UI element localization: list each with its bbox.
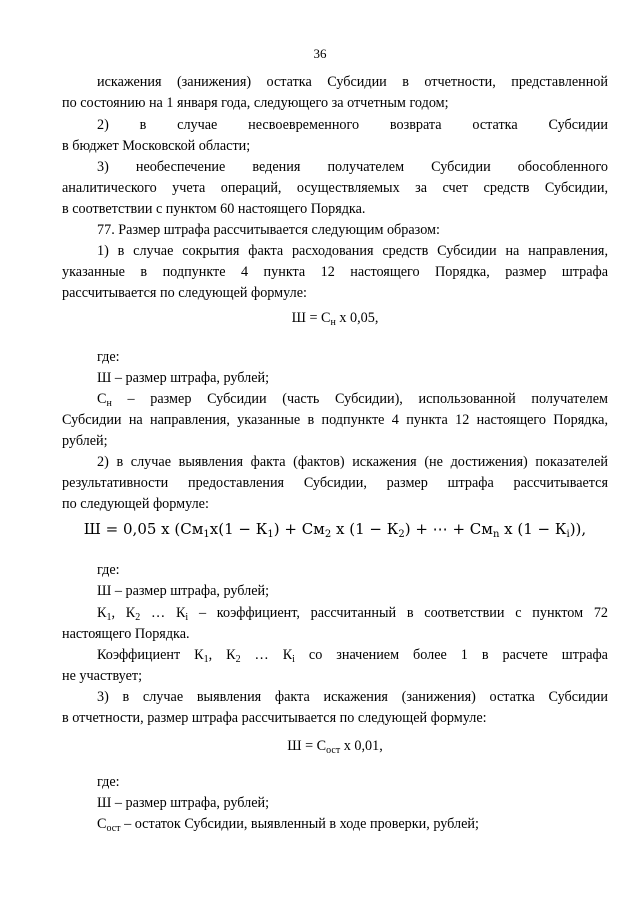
formula-subscript: 2 xyxy=(398,529,405,540)
definition-line: не участвует; xyxy=(62,668,143,684)
symbol-subscript: ост xyxy=(106,823,121,834)
definition-line: Ш – размер штрафа, рублей; xyxy=(97,795,270,811)
definition-line: настоящего Порядка. xyxy=(62,626,190,642)
formula-part: х (1 − К xyxy=(499,520,567,538)
formula-subscript: ост xyxy=(326,745,341,756)
text-line: указанные в подпункте 4 пункта 12 настоящего Порядка, размер штрафа xyxy=(62,264,608,280)
where-label: где: xyxy=(97,562,120,578)
formula-subscript: 1 xyxy=(267,529,274,540)
symbol: , К xyxy=(111,605,136,621)
formula-rhs: х 0,01, xyxy=(340,738,383,754)
formula-subscript: i xyxy=(566,529,570,540)
formula-subscript: н xyxy=(330,317,336,328)
text-line: аналитического учета операций, осуществляемых за счет средств Субсидии, xyxy=(62,180,608,196)
symbol-subscript: 1 xyxy=(106,612,112,623)
text-line: в бюджет Московской области; xyxy=(62,138,251,154)
page-number: 36 xyxy=(313,46,327,61)
definition-text: – коэффициент, рассчитанный в соответствии с пунктом 72 xyxy=(188,605,609,621)
formula-fine-3 xyxy=(62,736,608,762)
formula-part: х (1 − К xyxy=(331,520,399,538)
definition-line: Субсидии на направления, указанные в подпункте 4 пункта 12 настоящего Порядка, xyxy=(62,412,608,428)
formula-subscript: 2 xyxy=(324,529,332,540)
formula-lhs: Ш = С xyxy=(287,738,327,754)
definition-line: Ш – размер штрафа, рублей; xyxy=(97,583,270,599)
text-line: 2) в случае выявления факта (фактов) искажения (не достижения) показателей xyxy=(97,454,608,470)
symbol-subscript: 2 xyxy=(135,612,141,623)
text-line: по следующей формуле: xyxy=(62,496,209,512)
formula-part: ) + ⋯ + См xyxy=(404,520,493,538)
symbol: К xyxy=(97,605,107,621)
definition-text: со значением более 1 в расчете штрафа xyxy=(294,647,608,663)
symbol-subscript: 1 xyxy=(203,654,209,665)
formula-fine-1 xyxy=(62,308,608,334)
definition-text: – размер Субсидии (часть Субсидии), использованной получателем xyxy=(111,391,608,407)
text-line: искажения (занижения) остатка Субсидии в отчетности, представленной xyxy=(97,74,608,90)
text-line: рассчитывается по следующей формуле: xyxy=(62,285,307,301)
formula-subscript: n xyxy=(492,529,500,540)
where-label: где: xyxy=(97,774,120,790)
text-line: по состоянию на 1 января года, следующего за отчетным годом; xyxy=(62,95,449,111)
definition-line: рублей; xyxy=(62,433,108,449)
formula-part: )), xyxy=(569,520,587,538)
symbol-subscript: 2 xyxy=(235,654,241,665)
symbol: , К xyxy=(208,647,236,663)
symbol: С xyxy=(97,816,107,832)
symbol-subscript: i xyxy=(185,612,189,623)
formula-part: х(1 − К xyxy=(209,520,268,538)
text-line: 77. Размер штрафа рассчитывается следующим образом: xyxy=(97,222,440,238)
symbol: … К xyxy=(140,605,186,621)
where-label: где: xyxy=(97,349,120,365)
text-line: результативности предоставления Субсидии, размер штрафа рассчитывается xyxy=(62,475,608,491)
definition-line xyxy=(97,814,608,840)
formula-fine-2 xyxy=(62,519,608,546)
formula-subscript: 1 xyxy=(203,529,210,540)
symbol-subscript: i xyxy=(292,654,295,665)
formula-lhs: Ш = С xyxy=(291,310,331,326)
text-line: 3) в случае выявления факта искажения (занижения) остатка Субсидии xyxy=(97,689,608,705)
definition-text: – остаток Субсидии, выявленный в ходе проверки, рублей; xyxy=(120,816,479,832)
formula-rhs: х 0,05, xyxy=(335,310,379,326)
text-line: 1) в случае сокрытия факта расходования средств Субсидии на направления, xyxy=(97,243,608,259)
text-line: в отчетности, размер штрафа рассчитывается по следующей формуле: xyxy=(62,710,487,726)
formula-part: ) + См xyxy=(273,520,325,538)
definition-text: Коэффициент К xyxy=(97,647,204,663)
symbol: С xyxy=(97,391,107,407)
symbol: … К xyxy=(240,647,293,663)
symbol-subscript: н xyxy=(106,398,112,409)
formula-part: Ш = 0,05 х (См xyxy=(83,520,204,538)
text-line: в соответствии с пунктом 60 настоящего Порядка. xyxy=(62,201,366,217)
text-line: 3) необеспечение ведения получателем Субсидии обособленного xyxy=(97,159,608,175)
text-line: 2) в случае несвоевременного возврата остатка Субсидии xyxy=(97,117,608,133)
definition-line: Ш – размер штрафа, рублей; xyxy=(97,370,270,386)
